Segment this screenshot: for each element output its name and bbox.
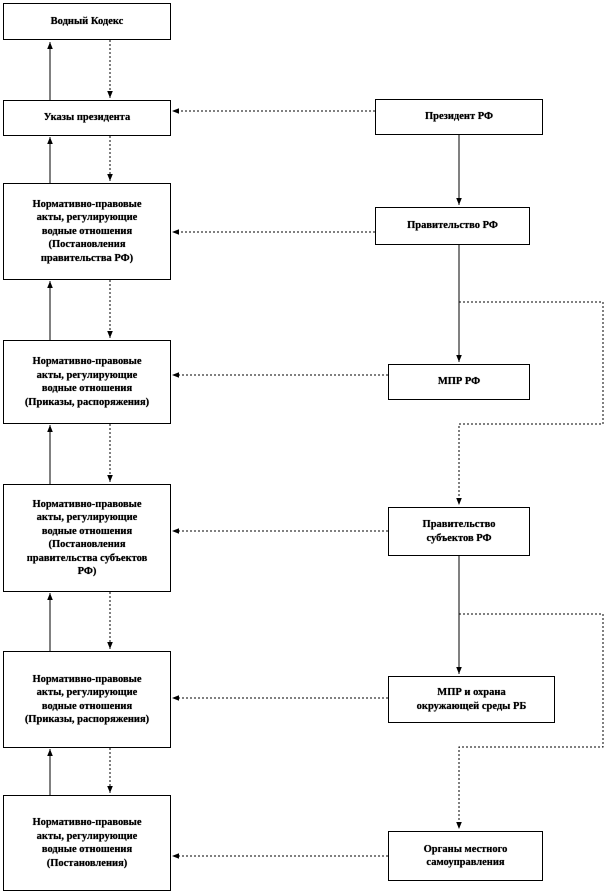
mpr-rb-box: [388, 676, 555, 723]
local-government-box: [388, 831, 543, 881]
government-resolutions-acts-box: [3, 183, 171, 280]
local-government-label: Органы местного самоуправления: [423, 843, 508, 868]
mpr-label: МПР РФ: [437, 376, 481, 388]
presidential-decrees-box: [3, 100, 171, 136]
government-resolutions-acts-label: Нормативно-правовые акты, регулирующие водные отношения (Постановления правительства РФ): [32, 198, 142, 264]
local-resolutions-acts-box: [3, 795, 171, 891]
government-box: [375, 207, 530, 245]
rb-orders-acts-box: [3, 651, 171, 748]
local-resolutions-acts-label: Нормативно-правовые акты, регулирующие водные отношения (Постановления): [32, 817, 142, 869]
rb-orders-acts-label: Нормативно-правовые акты, регулирующие водные отношения (Приказы, распоряжения): [24, 673, 150, 725]
subject-resolutions-acts-box: [3, 484, 171, 592]
subject-government-label: Правительство субъектов РФ: [422, 519, 496, 544]
mpr-orders-acts-label: Нормативно-правовые акты, регулирующие водные отношения (Приказы, распоряжения): [24, 356, 150, 408]
president-label: Президент РФ: [425, 111, 493, 123]
water-code-label: Водный Кодекс: [50, 15, 124, 27]
subject-government-box: [388, 507, 530, 556]
bypass-government-to-subject-gov: [459, 302, 603, 505]
mpr-orders-acts-box: [3, 340, 171, 424]
water-code-box: [3, 3, 171, 40]
government-label: Правительство РФ: [407, 220, 498, 232]
subject-resolutions-acts-label: Нормативно-правовые акты, регулирующие водные отношения (Постановления правительства субъектов РФ): [26, 498, 148, 577]
mpr-box: [388, 364, 530, 400]
presidential-decrees-label: Указы президента: [43, 112, 131, 124]
mpr-rb-label: МПР и охрана окружающей среды РБ: [416, 687, 527, 712]
president-box: [375, 99, 543, 135]
